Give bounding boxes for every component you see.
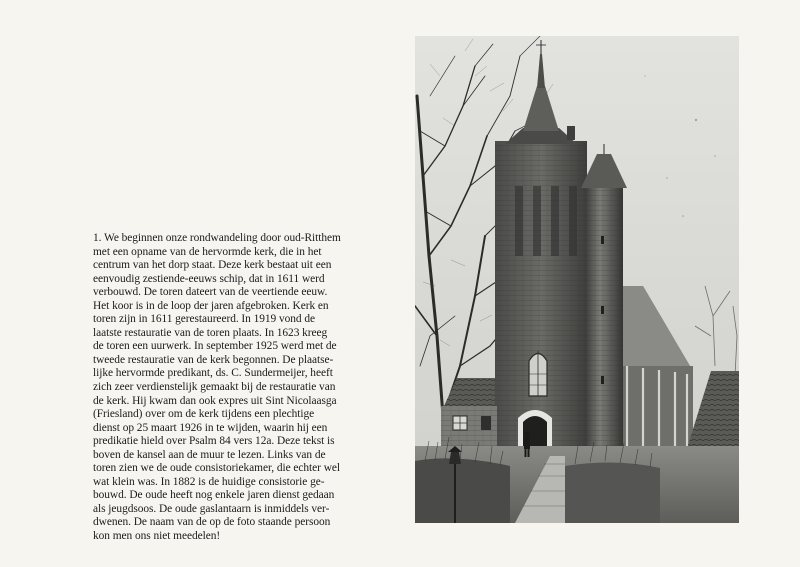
churchyard-ground — [415, 437, 739, 523]
caption-line: als jeugdsoos. De oude gaslantaarn is inmiddels ver- — [93, 502, 330, 515]
caption-line: verbouwd. De toren dateert van de veertiende eeuw. — [93, 286, 328, 299]
caption-line: bouwd. De oude heeft nog enkele jaren dienst gedaan — [93, 489, 335, 502]
church-tower-photo — [415, 36, 739, 523]
caption-line: dwenen. De naam van de op de foto staande persoon — [93, 516, 331, 529]
caption-text — [93, 232, 393, 544]
caption-line: boven de kansel aan de muur te lezen. Links van de — [93, 448, 326, 461]
caption-line: de toren een uurwerk. In september 1925 werd met de — [93, 340, 337, 353]
caption-line: centrum van het dorp staat. Deze kerk bestaat uit een — [93, 259, 332, 272]
caption-line: lijke hervormde predikant, ds. C. Sundermeijer, heeft — [93, 367, 333, 380]
round-turret — [581, 144, 627, 446]
caption-line: de kerk. Hij kwam dan ook expres uit Sint Nicolaasga — [93, 394, 337, 407]
caption-line: wat klein was. In 1882 is de huidige consistorie ge- — [93, 475, 325, 488]
caption-line: toren zien we de oude consistoriekamer, die echter wel — [93, 462, 341, 475]
caption-line: dienst op 25 maart 1926 in te wijden, waarin hij een — [93, 421, 328, 434]
caption-line: laatste restauratie van de toren plaats. In 1623 kreeg — [93, 326, 328, 339]
caption-line: (Friesland) over om de kerk tijdens een plechtige — [93, 408, 315, 421]
caption-line: zich zeer verdienstelijk gemaakt bij de restauratie van — [93, 381, 336, 394]
square-tower — [495, 141, 587, 446]
caption-line: toren zijn in 1611 gerestaureerd. In 1919 vond de — [93, 313, 316, 326]
caption-line: met een opname van de hervormde kerk, die in het — [93, 245, 322, 258]
caption-line: eenvoudig zestiende-eeuws schip, dat in 1611 werd — [93, 272, 325, 285]
church-tower-illustration — [415, 36, 739, 523]
caption-line: kon men ons niet meedelen! — [93, 530, 221, 543]
caption-line: tweede restauratie van de kerk begonnen. De plaatse- — [93, 353, 334, 366]
caption-line: 1. We beginnen onze rondwandeling door oud-Ritthem — [93, 232, 341, 244]
caption-line: predikatie hield over Psalm 84 vers 12a. Deze tekst is — [93, 435, 335, 448]
caption-line: Het koor is in de loop der jaren afgebroken. Kerk en — [93, 299, 329, 312]
